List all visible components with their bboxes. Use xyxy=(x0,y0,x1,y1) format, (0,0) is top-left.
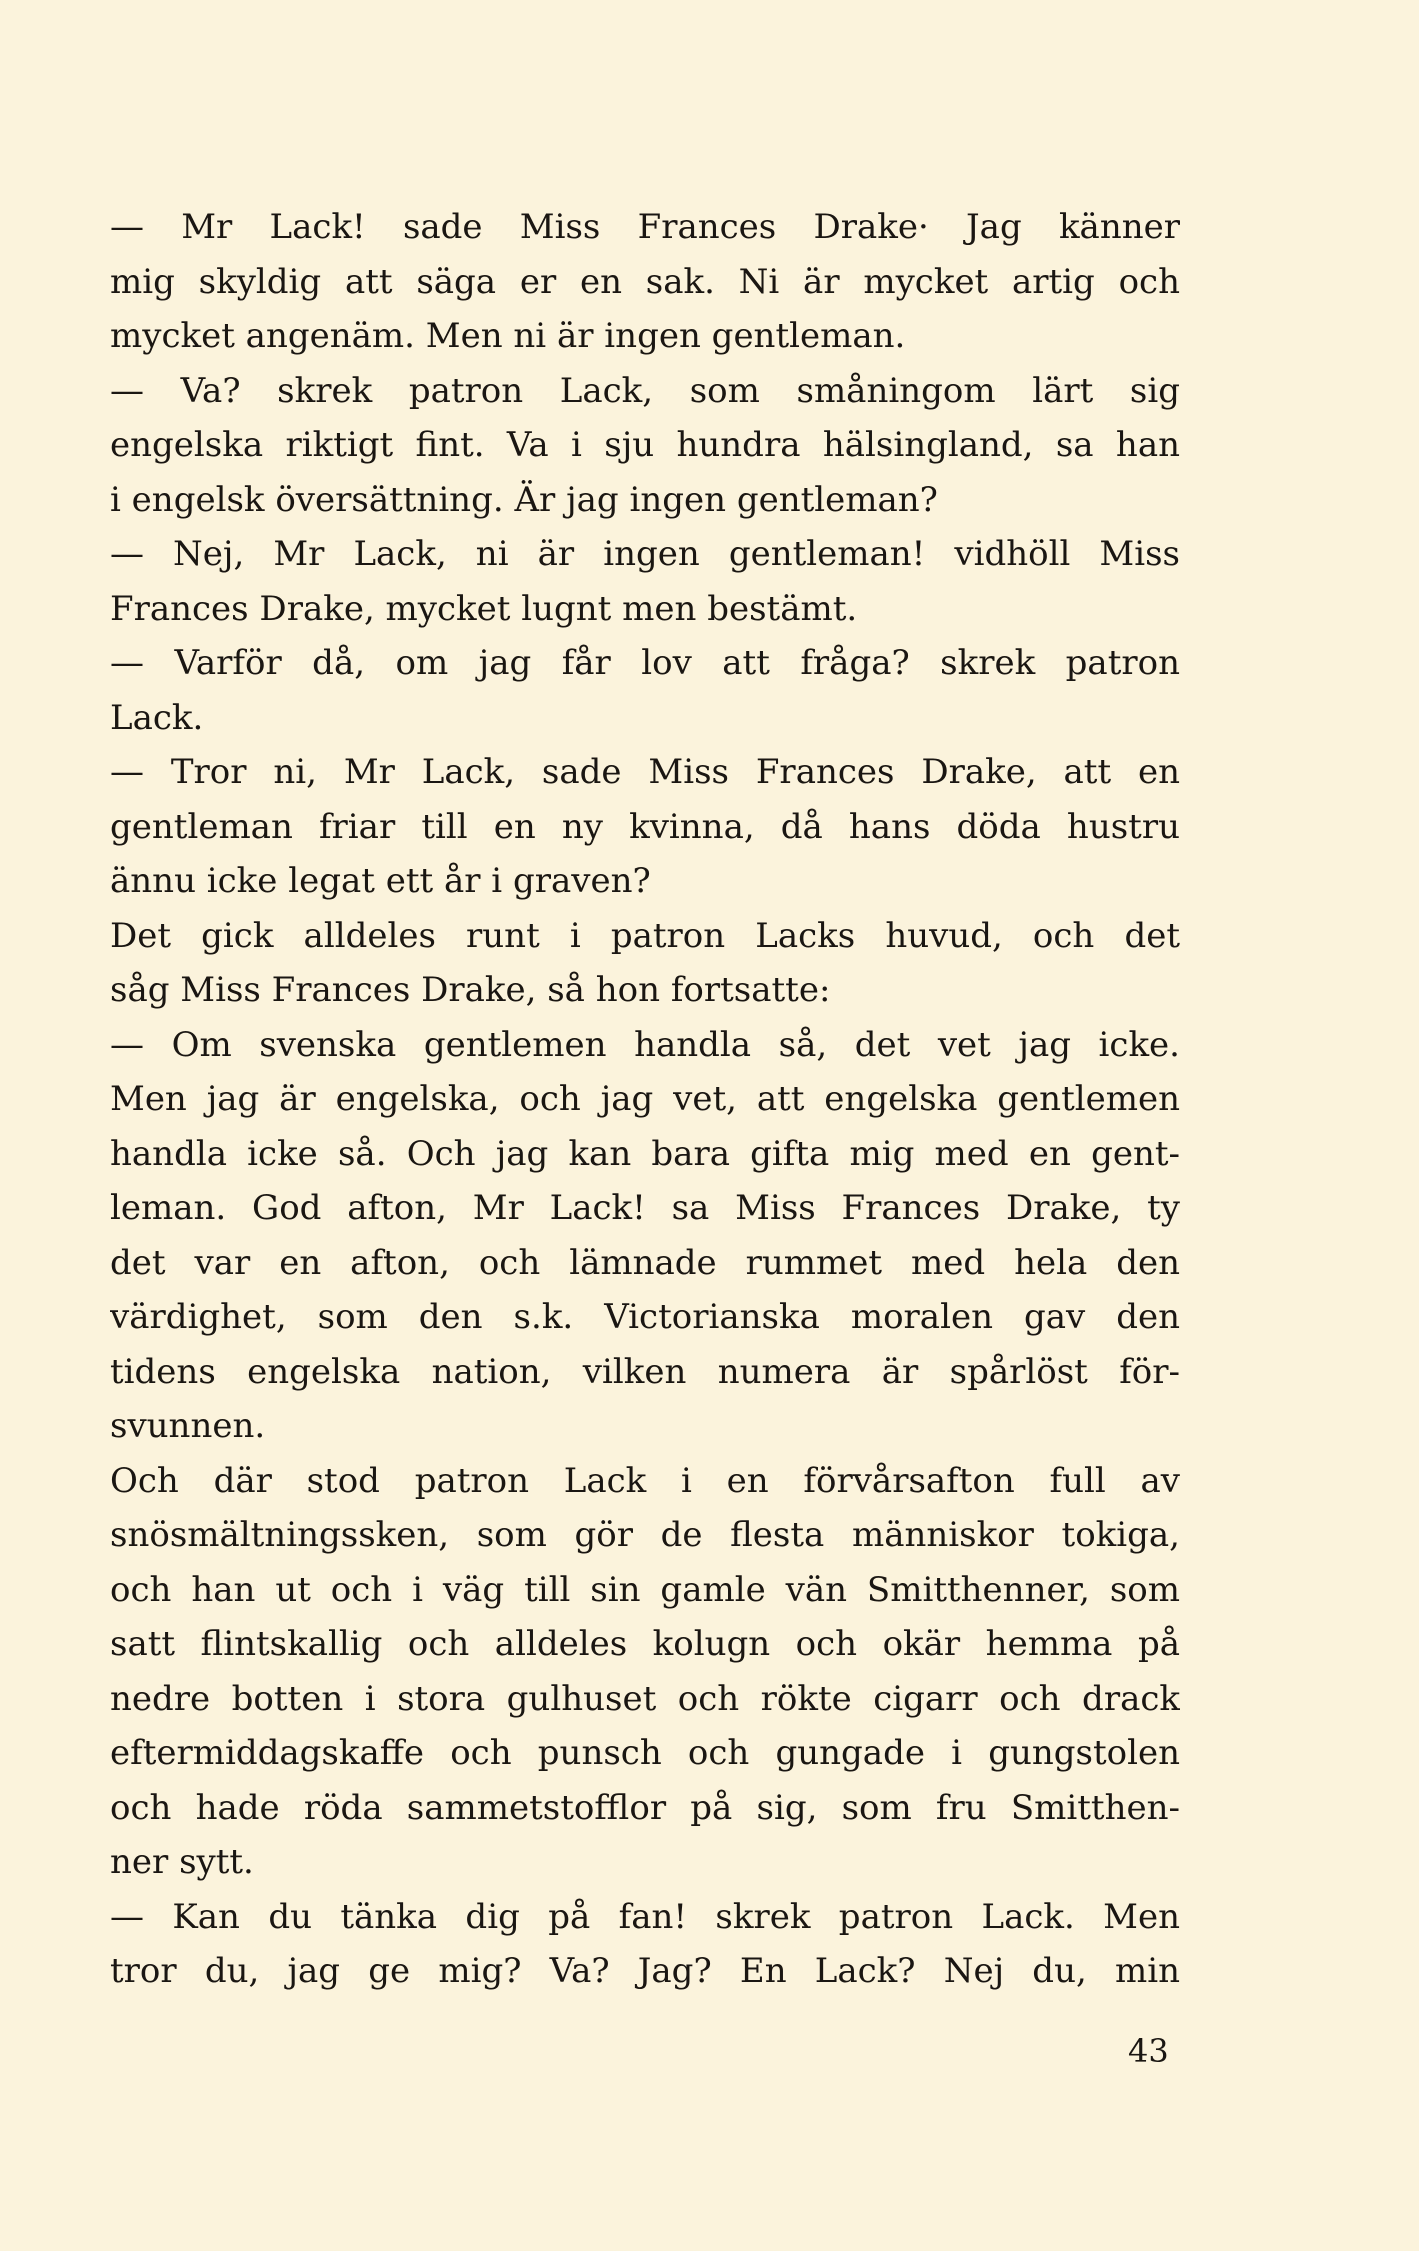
text-line: nedre botten i stora gulhuset och rökte cigarr och drack xyxy=(110,1678,1180,1719)
text-line: engelska riktigt fint. Va i sju hundra hälsingland, sa han xyxy=(110,425,1180,465)
text-line: snösmältningssken, som gör de flesta människor tokiga, xyxy=(110,1515,1180,1555)
text-line: — Mr Lack! sade Miss Frances Drake· Jag känner xyxy=(110,207,1180,247)
text-line: gentleman friar till en ny kvinna, då hans döda hustru xyxy=(110,806,1180,847)
text-line: och hade röda sammetstofflor på sig, som fru Smitthen- xyxy=(110,1787,1180,1828)
text-line: tidens engelska nation, vilken numera är spårlöst för- xyxy=(110,1351,1180,1392)
text-line: eftermiddagskaffe och punsch och gungade i gungstolen xyxy=(110,1733,1180,1773)
text-line: Men jag är engelska, och jag vet, att engelska gentlemen xyxy=(110,1079,1180,1119)
text-line: det var en afton, och lämnade rummet med hela den xyxy=(110,1242,1180,1283)
text-line: — Nej, Mr Lack, ni är ingen gentleman! vidhöll Miss xyxy=(110,534,1180,574)
text-line: Frances Drake, mycket lugnt men bestämt. xyxy=(110,588,858,629)
text-line: mig skyldig att säga er en sak. Ni är mycket artig och xyxy=(110,261,1180,302)
text-line: — Va? skrek patron Lack, som småningom lärt sig xyxy=(110,370,1180,411)
text-line: ner sytt. xyxy=(110,1842,254,1882)
text-line: — Varför då, om jag får lov att fråga? skrek patron xyxy=(110,643,1180,683)
page-number: 43 xyxy=(1128,2032,1169,2070)
text-line: — Kan du tänka dig på fan! skrek patron Lack. Men xyxy=(110,1896,1180,1937)
text-line: ännu icke legat ett år i graven? xyxy=(110,861,651,901)
text-line: Det gick alldeles runt i patron Lacks huvud, och det xyxy=(110,915,1180,956)
text-line: Lack. xyxy=(110,697,204,738)
text-line: såg Miss Frances Drake, så hon fortsatte: xyxy=(110,970,831,1010)
text-line: Och där stod patron Lack i en förvårsafton full av xyxy=(110,1460,1180,1501)
text-line: och han ut och i väg till sin gamle vän Smitthenner, som xyxy=(110,1569,1180,1610)
text-line: tror du, jag ge mig? Va? Jag? En Lack? Nej du, min xyxy=(110,1951,1180,1991)
body-text xyxy=(110,200,1180,1999)
text-line: — Tror ni, Mr Lack, sade Miss Frances Drake, att en xyxy=(110,752,1180,792)
text-line: handla icke så. Och jag kan bara gifta mig med en gent- xyxy=(110,1133,1180,1174)
text-line: mycket angenäm. Men ni är ingen gentleman. xyxy=(110,316,906,356)
text-line: satt flintskallig och alldeles kolugn och okär hemma på xyxy=(110,1624,1180,1664)
text-line: värdighet, som den s.k. Victorianska moralen gav den xyxy=(110,1297,1180,1337)
text-line: i engelsk översättning. Är jag ingen gentleman? xyxy=(110,479,938,520)
text-line: leman. God afton, Mr Lack! sa Miss Frances Drake, ty xyxy=(110,1188,1180,1228)
text-line: — Om svenska gentlemen handla så, det vet jag icke. xyxy=(110,1024,1180,1065)
text-line: svunnen. xyxy=(110,1406,266,1446)
